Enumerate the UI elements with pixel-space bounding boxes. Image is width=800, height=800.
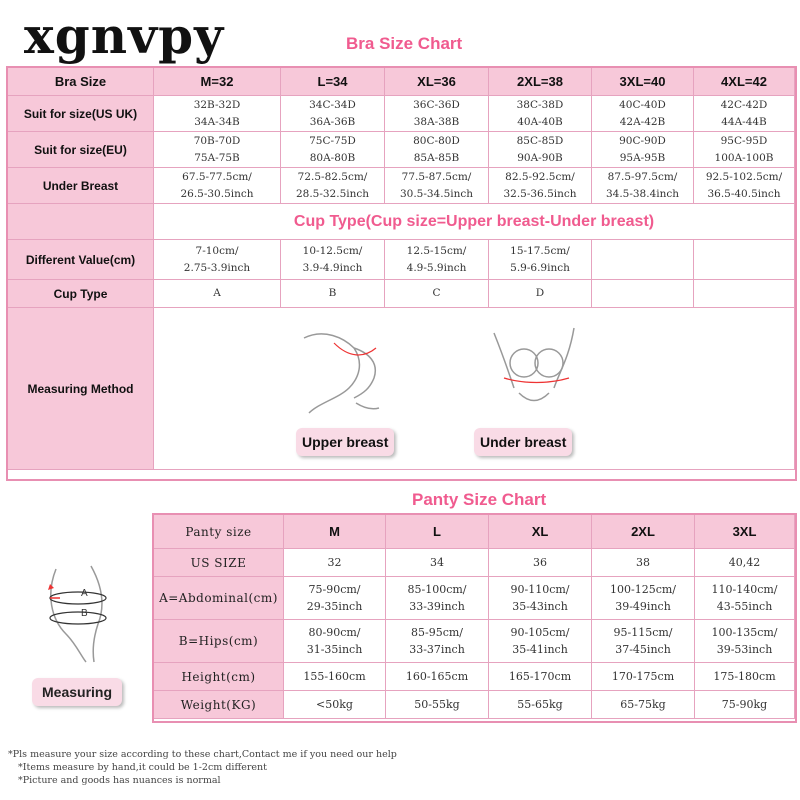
panty-size-header: Panty size (154, 515, 284, 549)
size-header: 3XL=40 (592, 68, 694, 96)
table-cell (284, 620, 386, 663)
cell-line: 33-37inch (409, 643, 465, 656)
table-cell (695, 663, 795, 691)
table-cell (489, 96, 592, 132)
cell-line: 36A-36B (309, 115, 356, 128)
cell-line: 3.9-4.9inch (302, 261, 363, 274)
bra-grid (8, 68, 795, 479)
cell-line: 39-49inch (615, 600, 671, 613)
size-header: M=32 (154, 68, 281, 96)
cell-line: 100-125cm/ (609, 583, 676, 596)
cell-line: 10-12.5cm/ (302, 244, 363, 257)
cell-line: 40A-40B (517, 115, 563, 128)
row-label: Suit for size(US UK) (8, 96, 154, 132)
cell-line: 33-39inch (409, 600, 465, 613)
cell-line: 85C-85D (516, 134, 564, 147)
row-label: Weight(KG) (154, 691, 284, 719)
cell-line: 75A-75B (194, 151, 240, 164)
cell-line: 100A-100B (714, 151, 774, 164)
cell-line: 90-110cm/ (510, 583, 570, 596)
cell-line: 35-43inch (512, 600, 568, 613)
cell-line: 85A-85B (413, 151, 460, 164)
cell-line: 2.75-3.9inch (183, 261, 251, 274)
table-cell (592, 620, 695, 663)
size-header: XL (489, 515, 592, 549)
cell-line: 32.5-36.5inch (503, 187, 577, 200)
row-label: B=Hips(cm) (154, 620, 284, 663)
cell-line: 28.5-32.5inch (295, 187, 370, 200)
table-cell (154, 96, 281, 132)
figure-label-a: A (81, 588, 88, 599)
table-cell (694, 96, 795, 132)
cell-line: 4.9-5.9inch (406, 261, 467, 274)
cell-line: 90A-90B (517, 151, 563, 164)
table-cell (284, 549, 386, 577)
cell-line: 80A-80B (309, 151, 356, 164)
cell-line: 26.5-30.5inch (180, 187, 254, 200)
cup-cell: C (385, 280, 489, 308)
table-cell (385, 240, 489, 280)
cell-line: 34A-34B (194, 115, 240, 128)
cell-line: 29-35inch (306, 600, 363, 613)
cell-line: 155-160cm (303, 670, 366, 683)
table-cell (284, 663, 386, 691)
size-header: M (284, 515, 386, 549)
cell-line: 75-90kg (721, 698, 768, 711)
table-cell (284, 691, 386, 719)
panty-grid (154, 515, 795, 721)
cell-line: 36 (533, 556, 547, 569)
table-cell (694, 168, 795, 204)
cell-line: 92.5-102.5cm/ (705, 170, 783, 183)
cell-line: 67.5-77.5cm/ (182, 170, 252, 183)
table-cell (489, 663, 592, 691)
cell-line: 31-35inch (306, 643, 363, 656)
table-cell (695, 549, 795, 577)
table-cell (489, 168, 592, 204)
table-cell (695, 620, 795, 663)
figure-label-b: B (81, 608, 88, 619)
cell-line: 38C-38D (516, 98, 564, 111)
cell-line: 42C-42D (720, 98, 768, 111)
cup-cell: A (154, 280, 281, 308)
measuring-method-cell (154, 308, 795, 470)
cell-line: 34 (430, 556, 444, 569)
cup-cell: B (281, 280, 385, 308)
cell-line: 40,42 (728, 556, 761, 569)
cell-line: 90C-90D (619, 134, 666, 147)
cell-line: 44A-44B (721, 115, 767, 128)
size-header: 2XL=38 (489, 68, 592, 96)
cell-line: 35-41inch (512, 643, 568, 656)
cell-line: 36.5-40.5inch (707, 187, 781, 200)
table-cell (592, 577, 695, 620)
size-header: L (386, 515, 489, 549)
cell-line: 80-90cm/ (308, 626, 361, 639)
table-cell (281, 132, 385, 168)
cell-line: 5.9-6.9inch (510, 261, 570, 274)
table-cell (489, 577, 592, 620)
cell-line: 55-65kg (517, 698, 563, 711)
table-cell (386, 549, 489, 577)
table-cell (592, 168, 694, 204)
table-cell (592, 240, 694, 280)
panty-size-table (152, 513, 797, 723)
table-cell (695, 691, 795, 719)
cell-line: 38A-38B (413, 115, 460, 128)
table-cell (489, 132, 592, 168)
table-cell (592, 691, 695, 719)
cell-line: 70B-70D (193, 134, 241, 147)
cell-line: 32B-32D (193, 98, 241, 111)
cell-line: 75C-75D (309, 134, 356, 147)
cell-line: 42A-42B (619, 115, 666, 128)
cup-cell (694, 280, 795, 308)
table-cell (489, 549, 592, 577)
size-header: 3XL (695, 515, 795, 549)
table-cell (489, 620, 592, 663)
row-label: Cup Type (8, 280, 154, 308)
cell-line: 165-170cm (508, 670, 572, 683)
row-label: Suit for size(EU) (8, 132, 154, 168)
cup-type-banner: Cup Type(Cup size=Upper breast-Under breast) (154, 204, 795, 240)
size-header: 2XL (592, 515, 695, 549)
cell-line: 15-17.5cm/ (510, 244, 570, 257)
cell-line: 95-115cm/ (613, 626, 673, 639)
cell-line: 85-100cm/ (407, 583, 467, 596)
table-cell (385, 168, 489, 204)
cell-line: 72.5-82.5cm/ (297, 170, 368, 183)
cell-line: 160-165cm (405, 670, 469, 683)
table-cell (489, 691, 592, 719)
cell-line: 34C-34D (309, 98, 356, 111)
panty-chart-title: Panty Size Chart (412, 490, 547, 509)
cell-line: 85-95cm/ (410, 626, 463, 639)
table-cell (281, 96, 385, 132)
cell-line: 77.5-87.5cm/ (401, 170, 472, 183)
cup-cell: D (489, 280, 592, 308)
table-cell (386, 663, 489, 691)
cell-line: 65-75kg (620, 698, 666, 711)
table-cell (695, 577, 795, 620)
cup-cell (592, 280, 694, 308)
cell-line: 100-135cm/ (711, 626, 778, 639)
cell-line: 175-180cm (713, 670, 776, 683)
table-cell (386, 577, 489, 620)
row-label: Measuring Method (8, 308, 154, 470)
table-cell (284, 577, 386, 620)
cell-line: 90-105cm/ (510, 626, 570, 639)
table-cell (489, 240, 592, 280)
cell-line: 30.5-34.5inch (399, 187, 474, 200)
under-breast-tag: Under breast (474, 428, 572, 456)
cell-line: 75-90cm/ (308, 583, 361, 596)
hip-measure-figure (36, 564, 126, 664)
table-cell (281, 168, 385, 204)
table-cell (694, 132, 795, 168)
cell-line: 82.5-92.5cm/ (505, 170, 575, 183)
cell-line: 40C-40D (619, 98, 666, 111)
table-cell (281, 240, 385, 280)
table-cell (592, 549, 695, 577)
table-cell (386, 691, 489, 719)
note-line: *Picture and goods has nuances is normal (18, 775, 221, 786)
cell-line: 110-140cm/ (711, 583, 778, 596)
row-label: Height(cm) (154, 663, 284, 691)
cell-line: 7-10cm/ (195, 244, 239, 257)
bra-chart-title: Bra Size Chart (346, 34, 463, 53)
under-breast-figure (479, 318, 589, 418)
notes (8, 748, 397, 787)
cell-line: 37-45inch (615, 643, 671, 656)
row-label: Different Value(cm) (8, 240, 154, 280)
cell-line: 38 (636, 556, 650, 569)
cell-line: 32 (327, 556, 342, 569)
table-cell (694, 240, 795, 280)
cell-line: 80C-80D (413, 134, 460, 147)
size-header: XL=36 (385, 68, 489, 96)
table-cell (154, 132, 281, 168)
cell-line: 43-55inch (716, 600, 773, 613)
row-label: Under Breast (8, 168, 154, 204)
row-label: A=Abdominal(cm) (154, 577, 284, 620)
blank-cell (8, 204, 154, 240)
cell-line: 50-55kg (414, 698, 460, 711)
table-cell (592, 663, 695, 691)
row-label: US SIZE (154, 549, 284, 577)
cell-line: 170-175cm (611, 670, 675, 683)
cell-line: 87.5-97.5cm/ (607, 170, 678, 183)
note-line: *Items measure by hand,it could be 1-2cm different (18, 762, 267, 773)
brand-logo: xgnvpy (24, 6, 225, 65)
cell-line: <50kg (316, 698, 353, 711)
cell-line: 36C-36D (413, 98, 460, 111)
table-cell (385, 96, 489, 132)
table-cell (592, 132, 694, 168)
note-line: *Pls measure your size according to these chart,Contact me if you need our help (8, 749, 397, 760)
table-cell (154, 240, 281, 280)
table-cell (385, 132, 489, 168)
bra-size-header: Bra Size (8, 68, 154, 96)
measuring-tag: Measuring (32, 678, 122, 706)
cell-line: 39-53inch (716, 643, 773, 656)
table-cell (154, 168, 281, 204)
upper-breast-figure (294, 318, 394, 418)
table-cell (592, 96, 694, 132)
size-header: L=34 (281, 68, 385, 96)
table-cell (386, 620, 489, 663)
cell-line: 95C-95D (720, 134, 768, 147)
cell-line: 12.5-15cm/ (406, 244, 467, 257)
cell-line: 95A-95B (619, 151, 666, 164)
bra-size-table (6, 66, 797, 481)
upper-breast-tag: Upper breast (296, 428, 394, 456)
cell-line: 34.5-38.4inch (605, 187, 680, 200)
size-header: 4XL=42 (694, 68, 795, 96)
